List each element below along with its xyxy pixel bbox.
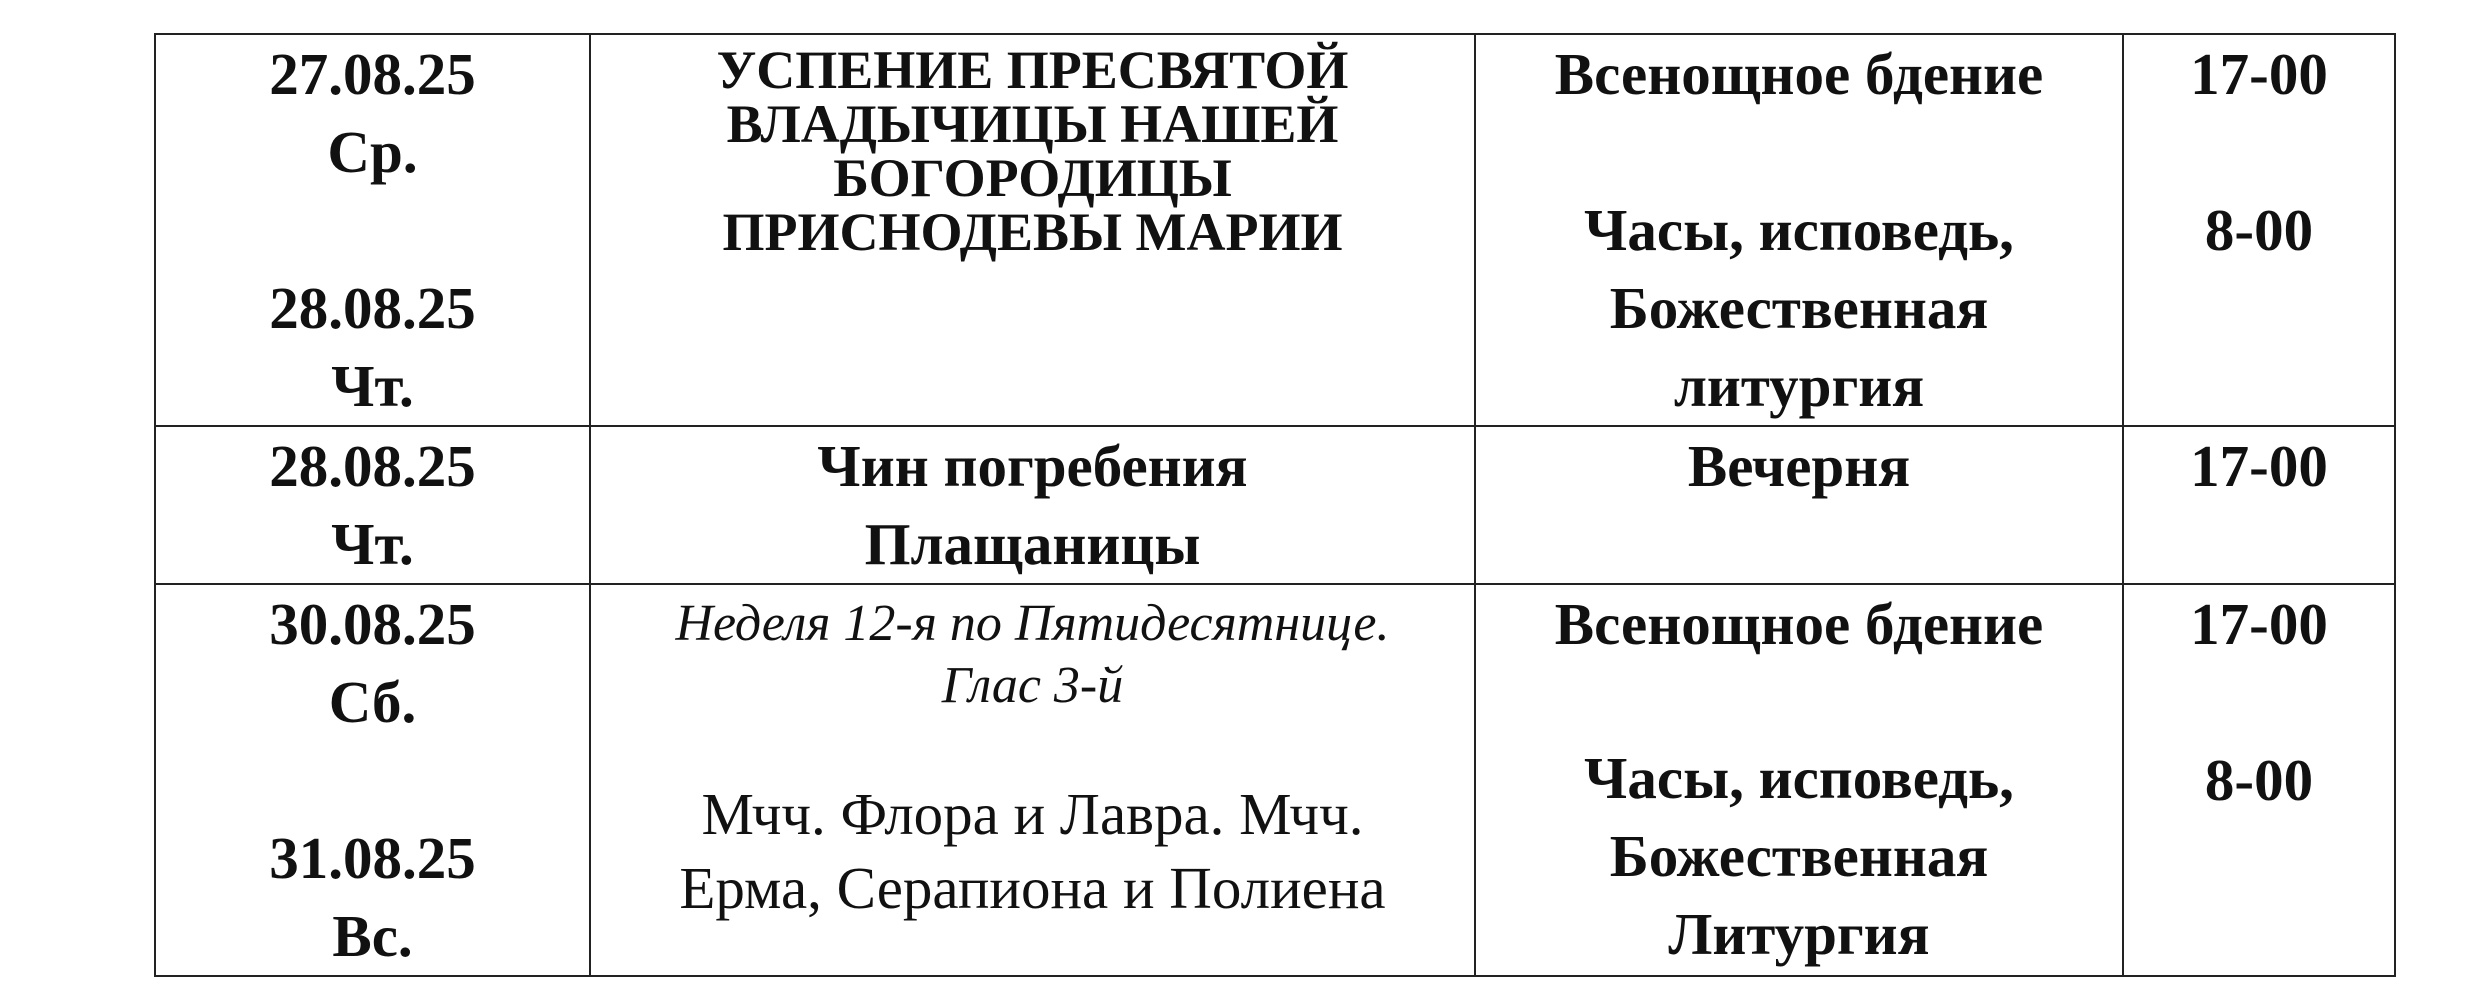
feast-cell [590, 584, 1475, 976]
service-cell [1475, 584, 2123, 976]
date: 28.08.25 [269, 433, 476, 499]
saints-line: Мчч. Флора и Лавра. Мчч. [701, 781, 1364, 847]
weekday: Ср. [327, 119, 418, 185]
service-name: Вечерня [1687, 433, 1911, 499]
date: 31.08.25 [269, 825, 476, 891]
feast-title-line: Чин погребения [817, 433, 1248, 499]
service-time: 8-00 [2204, 197, 2314, 263]
date: 27.08.25 [269, 41, 476, 107]
weekday: Вс. [332, 903, 413, 969]
service-time: 17-00 [2190, 41, 2328, 107]
service-name: Всенощное бдение [1554, 591, 2044, 657]
service-time: 8-00 [2204, 747, 2314, 813]
weekday: Чт. [331, 353, 414, 419]
schedule-table [154, 33, 2396, 977]
service-name: Божественная [1609, 823, 1989, 889]
service-name: литургия [1673, 353, 1925, 419]
weekday: Сб. [328, 669, 417, 735]
table-row [155, 34, 2395, 426]
service-cell [1475, 426, 2123, 584]
date: 28.08.25 [269, 275, 476, 341]
feast-title-line: ВЛАДЫЧИЦЫ НАШЕЙ [726, 94, 1339, 154]
feast-title-line: Плащаницы [864, 511, 1201, 577]
date-cell [155, 584, 590, 976]
service-time: 17-00 [2190, 591, 2328, 657]
time-cell [2123, 34, 2395, 426]
service-name: Часы, исповедь, [1584, 745, 2014, 811]
service-name: Всенощное бдение [1554, 41, 2044, 107]
service-time: 17-00 [2190, 433, 2328, 499]
date: 30.08.25 [269, 591, 476, 657]
table-row [155, 426, 2395, 584]
sunday-subtitle-line: Глас 3-й [941, 657, 1124, 714]
service-name: Часы, исповедь, [1584, 197, 2014, 263]
feast-cell [590, 34, 1475, 426]
feast-title-line: ПРИСНОДЕВЫ МАРИИ [722, 202, 1343, 262]
time-cell [2123, 426, 2395, 584]
date-cell [155, 426, 590, 584]
weekday: Чт. [331, 511, 414, 577]
service-cell [1475, 34, 2123, 426]
feast-cell [590, 426, 1475, 584]
feast-title-line: УСПЕНИЕ ПРЕСВЯТОЙ [716, 40, 1349, 100]
table-row [155, 584, 2395, 976]
feast-title-line: БОГОРОДИЦЫ [833, 148, 1232, 208]
service-name: Божественная [1609, 275, 1989, 341]
saints-line: Ерма, Серапиона и Полиена [679, 855, 1386, 921]
service-name: Литургия [1668, 901, 1930, 967]
date-cell [155, 34, 590, 426]
time-cell [2123, 584, 2395, 976]
sunday-subtitle-line: Неделя 12-я по Пятидесятнице. [675, 595, 1390, 652]
